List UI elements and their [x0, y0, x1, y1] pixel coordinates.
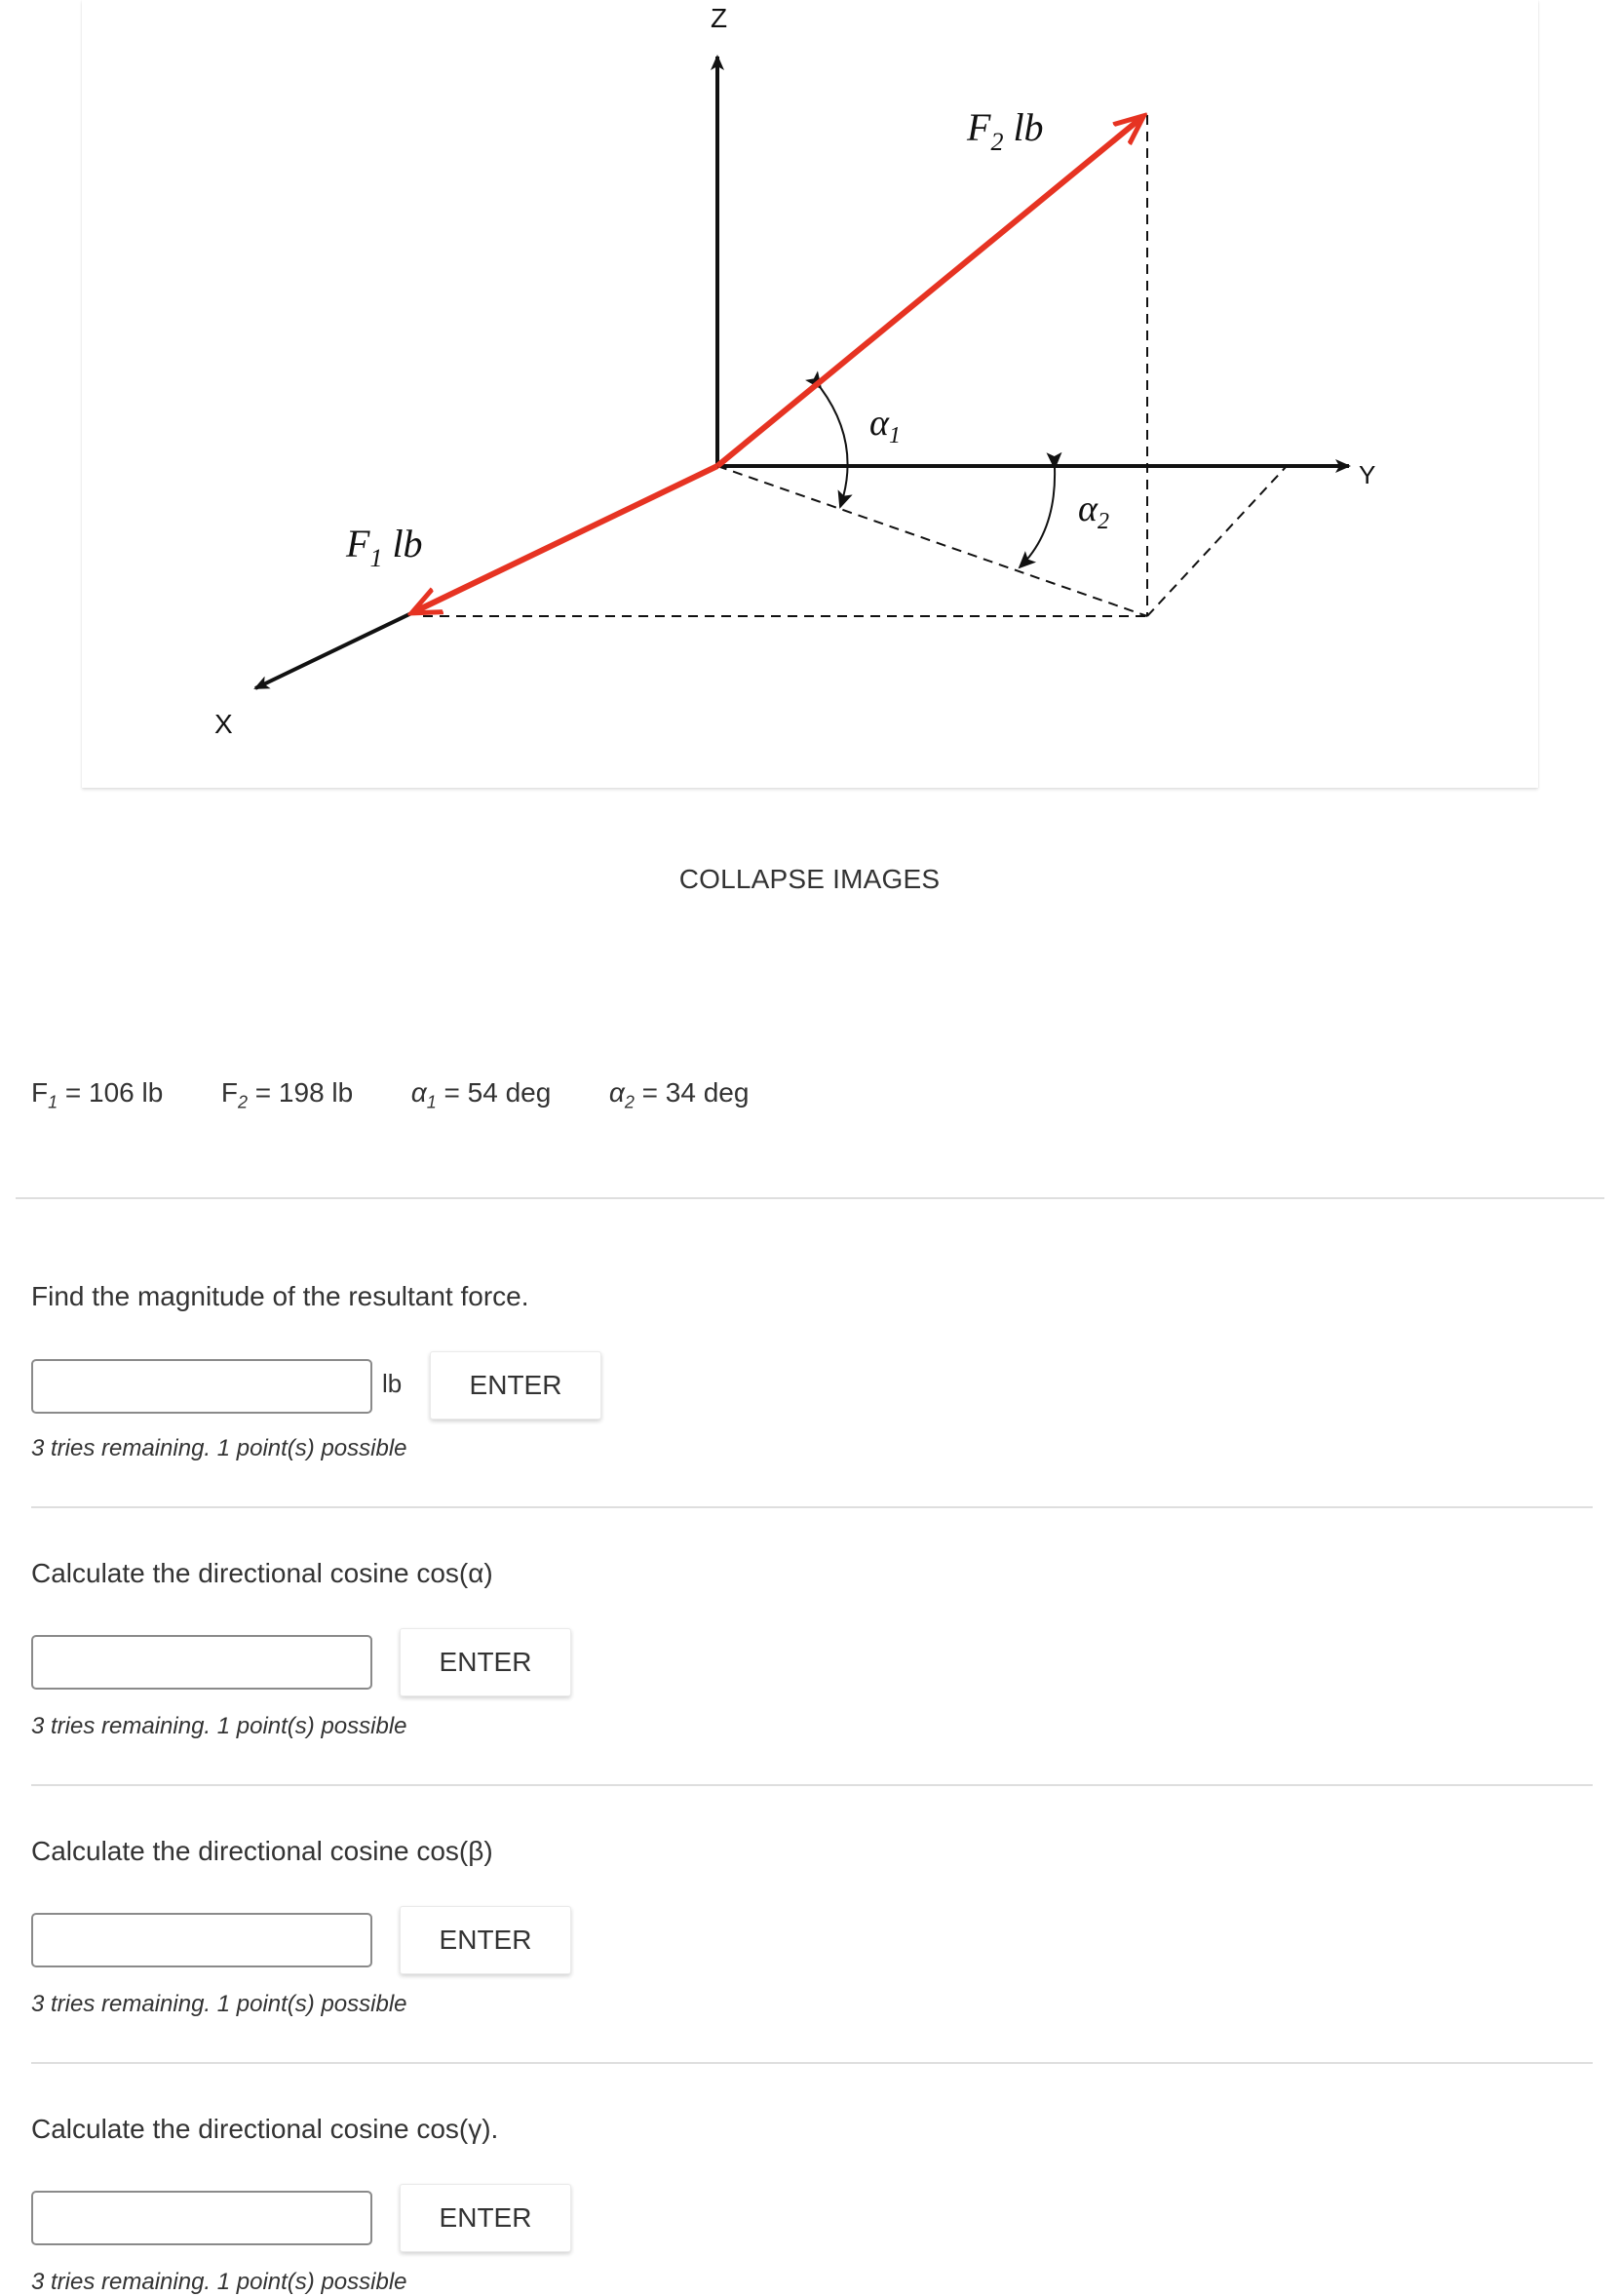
divider: [31, 1506, 1593, 1508]
question-1-input[interactable]: [31, 1359, 372, 1414]
given-f1: $F_1 = 106$ lb: [31, 1077, 164, 1112]
question-2-tries: 3 tries remaining. 1 point(s) possible: [31, 1713, 407, 1739]
alpha1-label: $\alpha_1$: [869, 403, 901, 448]
given-alpha1: $\alpha_1 = 54$ deg: [410, 1077, 552, 1112]
question-4-input[interactable]: [31, 2191, 372, 2245]
question-2-prompt: Calculate the directional cosine cos(α): [31, 1558, 493, 1588]
projection-lines: [423, 115, 1287, 616]
question-1-tries: 3 tries remaining. 1 point(s) possible: [31, 1435, 407, 1461]
force-f2-arrow: [717, 117, 1142, 466]
f2-label: $F_2$ lb: [967, 105, 1044, 156]
given-values: [31, 1077, 749, 1113]
question-3-input[interactable]: [31, 1913, 372, 1967]
question-2-input[interactable]: [31, 1635, 372, 1690]
f1-label: $F_1$ lb: [346, 522, 423, 572]
given-f2: $F_2 = 198$ lb: [220, 1077, 354, 1112]
question-1-enter-button[interactable]: ENTER: [430, 1351, 601, 1420]
divider: [16, 1197, 1604, 1199]
question-4-enter-button[interactable]: ENTER: [400, 2184, 571, 2252]
given-alpha2: $\alpha_2 = 34$ deg: [608, 1077, 750, 1112]
question-4-prompt: Calculate the directional cosine cos(γ).: [31, 2114, 499, 2144]
divider: [31, 1784, 1593, 1786]
question-3-tries: 3 tries remaining. 1 point(s) possible: [31, 1991, 407, 2017]
question-3-prompt: Calculate the directional cosine cos(β): [31, 1836, 493, 1866]
question-4-tries: 3 tries remaining. 1 point(s) possible: [31, 2269, 407, 2295]
force-diagram: [82, 0, 1538, 788]
question-2-enter-button[interactable]: ENTER: [400, 1628, 571, 1696]
question-1-unit: lb: [382, 1369, 403, 1398]
collapse-images-button[interactable]: COLLAPSE IMAGES: [0, 863, 1619, 896]
alpha2-label: $\alpha_2$: [1078, 488, 1109, 534]
alpha2-arc: [1020, 468, 1055, 567]
divider: [31, 2062, 1593, 2064]
x-axis-label: X: [214, 709, 233, 739]
force-f1-arrow: [413, 466, 717, 612]
question-3-enter-button[interactable]: ENTER: [400, 1906, 571, 1974]
y-axis-label: Y: [1359, 460, 1376, 489]
question-1-prompt: Find the magnitude of the resultant force.: [31, 1281, 529, 1311]
z-axis-label: Z: [711, 3, 728, 33]
figure-card: [82, 0, 1538, 788]
alpha1-arc: [821, 388, 848, 507]
